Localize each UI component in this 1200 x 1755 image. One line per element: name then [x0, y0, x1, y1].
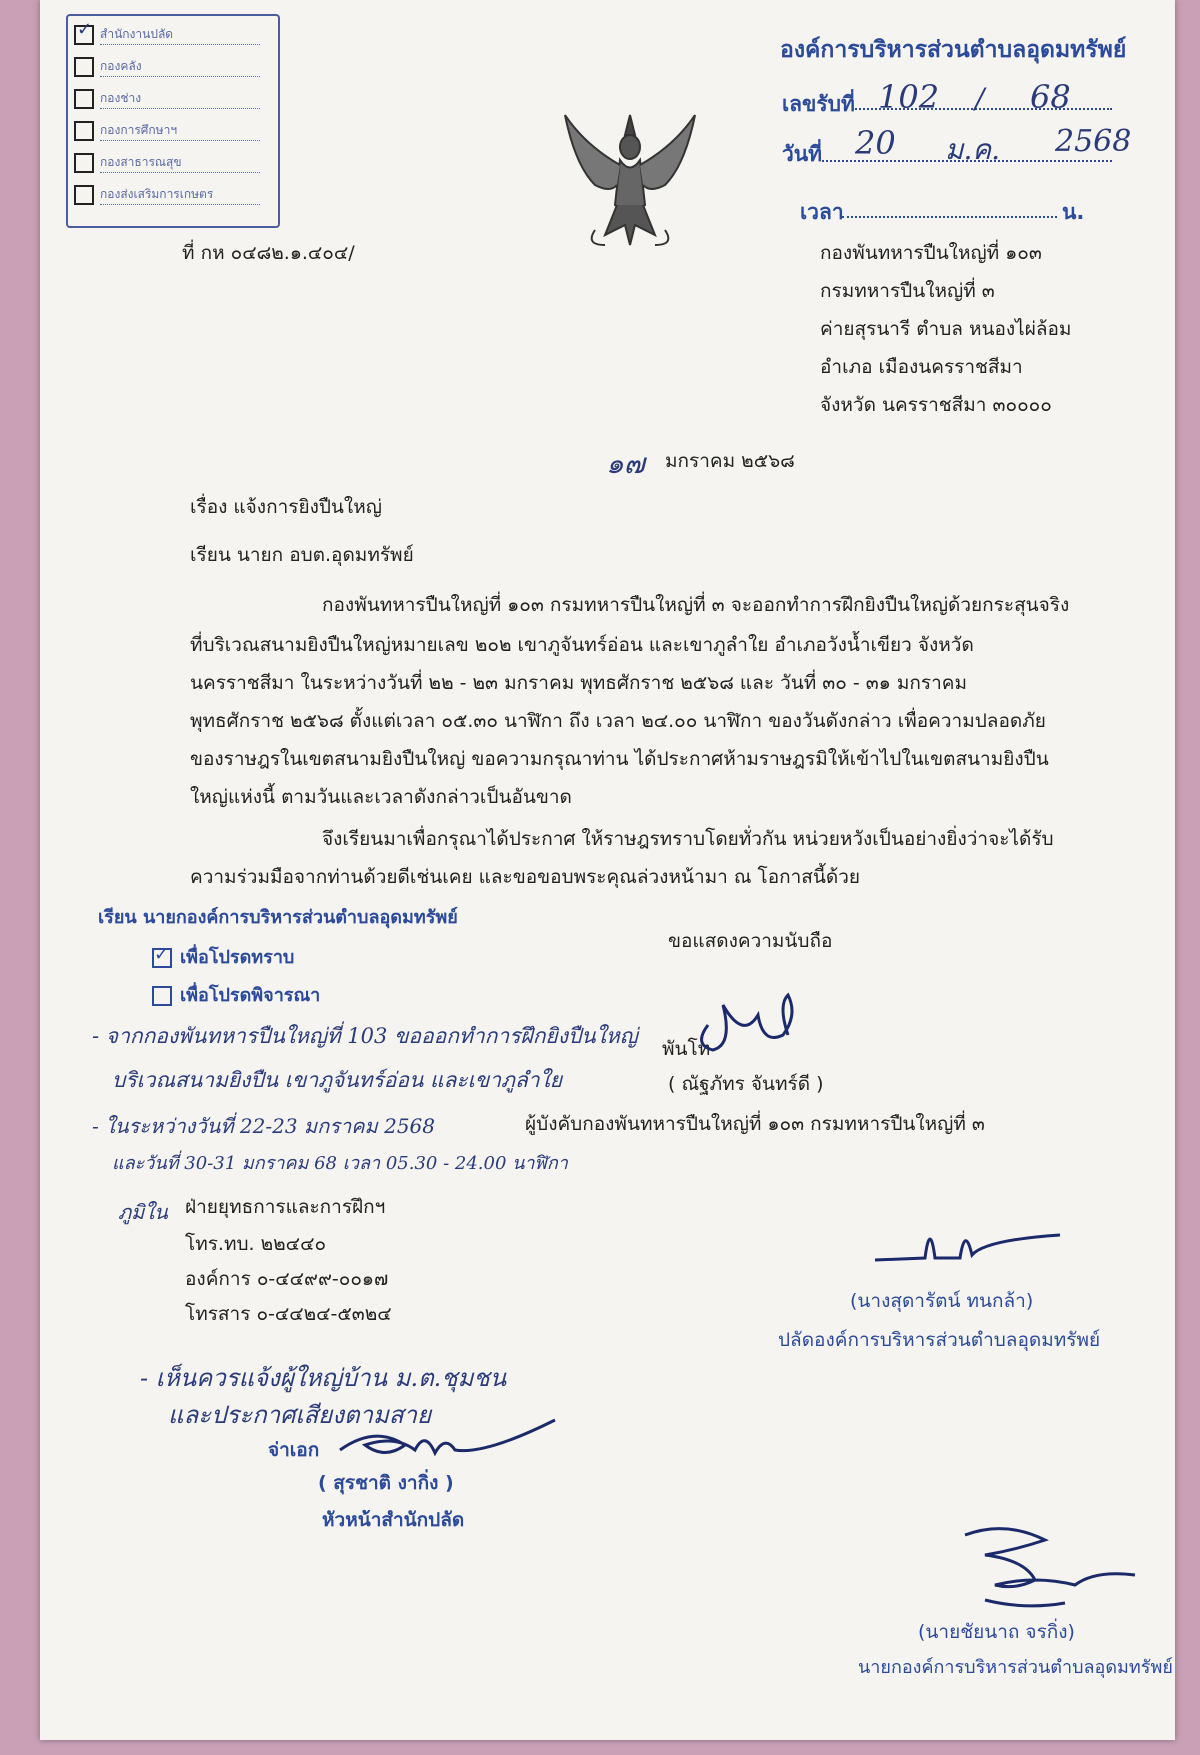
subject: เรื่อง แจ้งการยิงปืนใหญ่	[190, 496, 382, 518]
body-line: จึงเรียนมาเพื่อกรุณาได้ประกาศ ให้ราษฎรทราบโดยทั่วกัน หน่วยหวังเป็นอย่างยิ่งว่าจะได้รับ	[322, 828, 1054, 850]
date-year-value: 2568	[1055, 124, 1132, 159]
signer-name: ( ณัฐภัทร จันทร์ดี )	[668, 1073, 824, 1095]
closing: ขอแสดงความนับถือ	[668, 930, 833, 952]
body-line: ที่บริเวณสนามยิงปืนใหญ่หมายเลข ๒๐๒ เขาภูจันทร์อ่อน และเขาภูลำใย อำเภอวังน้ำเขียว จังหวัด	[190, 634, 974, 656]
recipient: เรียน นายก อบต.อุดมทรัพย์	[190, 544, 414, 566]
deputy-position: ปลัดองค์การบริหารส่วนตำบลอุดมทรัพย์	[778, 1329, 1101, 1351]
letter-date-day: ๑๗	[606, 447, 645, 480]
handwritten-note-line: บริเวณสนามยิงปืน เขาภูจันทร์อ่อน และเขาภูลำใย	[112, 1068, 563, 1092]
handwritten-note-line: - ในระหว่างวันที่ 22-23 มกราคม 2568	[92, 1114, 435, 1138]
stamp-row	[74, 88, 270, 112]
receipt-stamp-org: องค์การบริหารส่วนตำบลอุดมทรัพย์	[780, 37, 1127, 63]
stamp-row	[74, 56, 270, 80]
body-line: ของราษฎรในเขตสนามยิงปืนใหญ่ ขอความกรุณาท่าน ได้ประกาศห้ามราษฎรมิให้เข้าไปในเขตสนามยิงปืน	[190, 748, 1049, 770]
sender-address-line: อำเภอ เมืองนครราชสีมา	[820, 356, 1023, 378]
handwritten-prefix: ภูมิใน	[118, 1200, 168, 1224]
checkbox-icon	[152, 986, 172, 1006]
clerk-rank: จ่าเอก	[268, 1439, 320, 1461]
stamp-item-label: กองคลัง	[100, 57, 260, 77]
body-line: กองพันทหารปืนใหญ่ที่ ๑๐๓ กรมทหารปืนใหญ่ที่ ๓ จะออกทำการฝึกยิงปืนใหญ่ด้วยกระสุนจริง	[322, 594, 1070, 616]
checkbox-icon	[74, 57, 94, 77]
stamp-row	[74, 152, 270, 176]
department: ฝ่ายยุทธการและการฝึกฯ	[185, 1196, 386, 1218]
checkbox-checked-icon: ✓	[152, 948, 172, 968]
handwritten-note-line: และวันที่ 30-31 มกราคม 68 เวลา 05.30 - 24.00 นาฬิกา	[112, 1153, 568, 1174]
routing-option: เพื่อโปรดพิจารณา	[152, 980, 320, 1009]
letter-date: มกราคม ๒๕๖๘	[665, 450, 795, 472]
date-label: วันที่	[782, 142, 822, 166]
sender-address-line: กองพันทหารปืนใหญ่ที่ ๑๐๓	[820, 242, 1042, 264]
signer-rank: พันโท	[662, 1038, 711, 1060]
date-month-value: ม.ค.	[945, 133, 1000, 166]
sender-address-line: กรมทหารปืนใหญ่ที่ ๓	[820, 280, 995, 302]
time-line	[842, 216, 1057, 218]
checkbox-icon	[74, 121, 94, 141]
stamp-item-label: กองส่งเสริมการเกษตร	[100, 185, 260, 205]
checkbox-icon	[74, 89, 94, 109]
sender-address-line: ค่ายสุรนารี ตำบล หนองไผ่ล้อม	[820, 318, 1072, 340]
body-line: ความร่วมมือจากท่านด้วยดีเช่นเคย และขอขอบพระคุณล่วงหน้ามา ณ โอกาสนี้ด้วย	[190, 866, 861, 888]
date-day-value: 20	[855, 124, 896, 162]
sender-address-line: จังหวัด นครราชสีมา ๓๐๐๐๐	[820, 394, 1052, 416]
clerk-name: ( สุรชาติ งากิ่ง )	[318, 1472, 454, 1494]
garuda-emblem-icon	[555, 105, 705, 255]
mayor-name: (นายชัยนาถ จรกิ่ง)	[918, 1621, 1075, 1643]
signature-mark-icon	[945, 1515, 1145, 1615]
receipt-no-label: เลขรับที่	[782, 92, 855, 116]
signature-mark-icon	[688, 985, 808, 1065]
signature-mark-icon	[870, 1210, 1070, 1270]
deputy-name: (นางสุดารัตน์ ทนกล้า)	[850, 1290, 1034, 1312]
time-suffix: น.	[1062, 200, 1085, 224]
stamp-item-label: กองการศึกษาฯ	[100, 121, 260, 141]
body-line: ใหญ่แห่งนี้ ตามวันและเวลาดังกล่าวเป็นอันขาด	[190, 786, 572, 808]
stamp-row	[74, 120, 270, 144]
stamp-row	[74, 18, 270, 48]
receipt-year-value: 68	[1030, 78, 1071, 116]
stamp-item-label: สำนักงานปลัด	[100, 25, 260, 45]
signature-mark-icon	[335, 1415, 565, 1475]
mayor-position: นายกองค์การบริหารส่วนตำบลอุดมทรัพย์	[858, 1657, 1173, 1678]
stamp-item-label: กองสาธารณสุข	[100, 153, 260, 173]
tel-mil: โทร.ทบ. ๒๒๔๔๐	[185, 1233, 327, 1255]
handwritten-note-line: - เห็นควรแจ้งผู้ใหญ่บ้าน ม.ต.ชุมชน	[140, 1364, 507, 1392]
handwritten-note-line: และประกาศเสียงตามสาย	[168, 1401, 432, 1429]
checkbox-icon	[74, 153, 94, 173]
stamp-row	[74, 184, 270, 208]
checkbox-icon	[74, 185, 94, 205]
clerk-position: หัวหน้าสำนักปลัด	[322, 1509, 465, 1531]
routing-option: ✓ เพื่อโปรดทราบ	[154, 944, 295, 968]
department-routing-stamp	[66, 14, 280, 228]
routing-stamp-to: เรียน นายกองค์การบริหารส่วนตำบลอุดมทรัพย์	[98, 907, 458, 928]
signer-position: ผู้บังคับกองพันทหารปืนใหญ่ที่ ๑๐๓ กรมทหารปืนใหญ่ที่ ๓	[525, 1113, 985, 1135]
tel-org: องค์การ ๐-๔๔๙๙-๐๐๑๗	[185, 1268, 389, 1290]
fax: โทรสาร ๐-๔๔๒๔-๕๓๒๔	[185, 1303, 392, 1325]
checkbox-icon: ✓	[74, 25, 94, 45]
body-line: พุทธศักราช ๒๕๖๘ ตั้งแต่เวลา ๐๕.๓๐ นาฬิกา ถึง เวลา ๒๔.๐๐ นาฬิกา ของวันดังกล่าว เพื่อความปลอดภัย	[190, 710, 1046, 732]
body-line: นครราชสีมา ในระหว่างวันที่ ๒๒ - ๒๓ มกราคม พุทธศักราช ๒๕๖๘ และ วันที่ ๓๐ - ๓๑ มกราคม	[190, 672, 968, 694]
handwritten-note-line: - จากกองพันทหารปืนใหญ่ที่ 103 ขอออกทำการฝึกยิงปืนใหญ่	[92, 1024, 638, 1048]
time-label: เวลา	[800, 200, 844, 224]
receipt-no-value: 102	[878, 78, 940, 116]
reference-number: ที่ กห ๐๔๘๒.๑.๔๐๔/	[182, 242, 355, 264]
stamp-item-label: กองช่าง	[100, 89, 260, 109]
